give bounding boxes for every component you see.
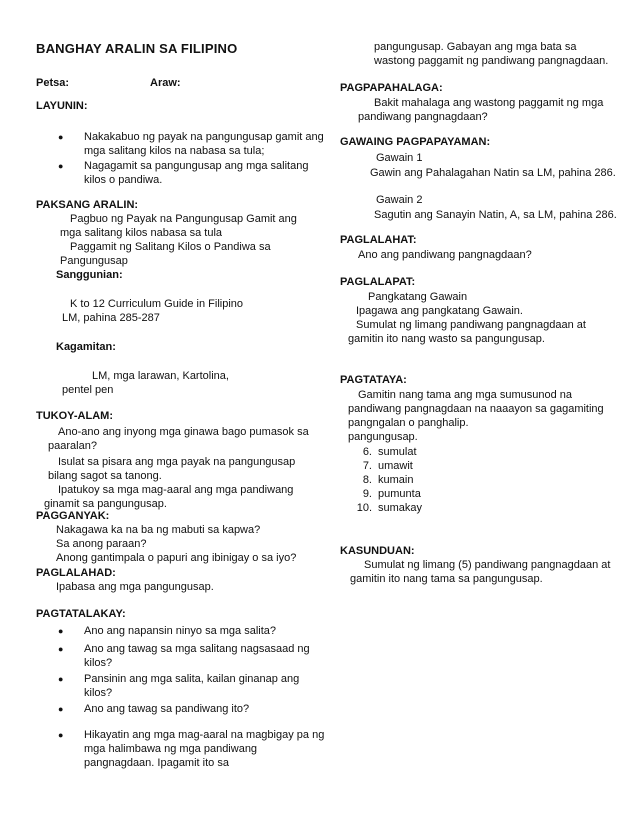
- layunin-item: mga salitang kilos na nabasa sa tula;: [84, 145, 265, 157]
- pagpapahalaga-text: pandiwang pangnagdaan?: [358, 111, 488, 123]
- item-number: 9.: [362, 488, 372, 500]
- kasunduan-text: gamitin ito nang tama sa pangungusap.: [350, 573, 543, 585]
- item-word: umawit: [378, 460, 413, 472]
- bullet-icon: ●: [58, 704, 64, 714]
- gawaing-pagpapayaman-heading: GAWAING PAGPAPAYAMAN:: [340, 136, 491, 148]
- talakay-item: kilos?: [84, 687, 113, 699]
- bullet-icon: ●: [58, 161, 64, 171]
- kasunduan-heading: KASUNDUAN:: [340, 545, 415, 557]
- item-word: sumulat: [378, 446, 417, 458]
- pagpapahalaga-heading: PAGPAPAHALAGA:: [340, 82, 443, 94]
- paglalapat-text: Ipagawa ang pangkatang Gawain.: [356, 305, 523, 317]
- continued-text: wastong paggamit ng pandiwang pangnagdaan.: [374, 55, 609, 67]
- gawain-text: Gawin ang Pahalagahan Natin sa LM, pahina 286.: [370, 167, 616, 179]
- paksang-text: Paggamit ng Salitang Kilos o Pandiwa sa: [70, 241, 271, 253]
- bullet-icon: ●: [58, 730, 64, 740]
- document-title: BANGHAY ARALIN SA FILIPINO: [36, 41, 238, 56]
- paglalapat-text: Sumulat ng limang pandiwang pangnagdaan at: [356, 319, 586, 331]
- tukoy-text: Ano-ano ang inyong mga ginawa bago pumasok sa: [58, 426, 309, 438]
- item-word: kumain: [378, 474, 414, 486]
- talakay-item: kilos?: [84, 657, 113, 669]
- tukoy-text: bilang sagot sa tanong.: [48, 470, 162, 482]
- talakay-item: Ano ang napansin ninyo sa mga salita?: [84, 625, 277, 637]
- sanggunian-text: LM, pahina 285-287: [62, 312, 160, 324]
- talakay-item: Hikayatin ang mga mag-aaral na magbigay pa ng: [84, 729, 325, 741]
- item-number: 10.: [356, 502, 372, 514]
- paglalapat-text: gamitin ito nang wasto sa pangungusap.: [348, 333, 545, 345]
- paglalapat-heading: PAGLALAPAT:: [340, 276, 416, 288]
- pagtataya-text: pandiwang pangnagdaan na naaayon sa gagamiting: [348, 403, 604, 415]
- pagtataya-text: Gamitin nang tama ang mga sumusunod na: [358, 389, 573, 401]
- item-number: 7.: [362, 460, 372, 472]
- sanggunian-heading: Sanggunian:: [56, 269, 123, 281]
- pagpapahalaga-text: Bakit mahalaga ang wastong paggamit ng mga: [374, 97, 604, 109]
- pagtatalakay-heading: PAGTATALAKAY:: [36, 608, 126, 620]
- tukoy-text: paaralan?: [48, 440, 97, 452]
- bullet-icon: ●: [58, 626, 64, 636]
- gawain-label: Gawain 2: [376, 194, 423, 206]
- pagganyak-text: Nakagawa ka na ba ng mabuti sa kapwa?: [56, 524, 261, 536]
- item-number: 8.: [362, 474, 372, 486]
- paglalahad-text: Ipabasa ang mga pangungusap.: [56, 581, 214, 593]
- tukoy-alam-heading: TUKOY-ALAM:: [36, 410, 113, 422]
- paksang-text: Pangungusap: [60, 255, 128, 267]
- layunin-item: kilos o pandiwa.: [84, 174, 163, 186]
- paglalahat-text: Ano ang pandiwang pangnagdaan?: [358, 249, 532, 261]
- petsa-label: Petsa:: [36, 77, 70, 89]
- paglalahat-heading: PAGLALAHAT:: [340, 234, 417, 246]
- bullet-icon: ●: [58, 644, 64, 654]
- paglalapat-text: Pangkatang Gawain: [368, 291, 468, 303]
- tukoy-text: Isulat sa pisara ang mga payak na pangungusap: [58, 456, 296, 468]
- kagamitan-heading: Kagamitan:: [56, 341, 116, 353]
- paksang-text: mga salitang kilos nabasa sa tula: [60, 227, 223, 239]
- pagtataya-text: pangungusap.: [348, 431, 418, 443]
- gawain-label: Gawain 1: [376, 152, 423, 164]
- layunin-item: Nagagamit sa pangungusap ang mga salitang: [84, 160, 309, 172]
- talakay-item: mga halimbawa ng mga pandiwang: [84, 743, 258, 755]
- sanggunian-text: K to 12 Curriculum Guide in Filipino: [70, 298, 244, 310]
- tukoy-text: ginamit sa pangungusap.: [44, 498, 167, 510]
- araw-label: Araw:: [150, 77, 181, 89]
- paksang-text: Pagbuo ng Payak na Pangungusap Gamit ang: [70, 213, 297, 225]
- kasunduan-text: Sumulat ng limang (5) pandiwang pangnagdaan at: [364, 559, 611, 571]
- bullet-icon: ●: [58, 674, 64, 684]
- item-word: pumunta: [378, 488, 421, 500]
- continued-text: pangungusap. Gabayan ang mga bata sa: [374, 41, 577, 53]
- pagganyak-text: Anong gantimpala o papuri ang ibinigay o sa iyo?: [56, 552, 297, 564]
- tukoy-text: Ipatukoy sa mga mag-aaral ang mga pandiwang: [58, 484, 294, 496]
- pagganyak-text: Sa anong paraan?: [56, 538, 147, 550]
- pagtataya-text: pangngalan o panghalip.: [348, 417, 469, 429]
- paksang-aralin-heading: PAKSANG ARALIN:: [36, 199, 139, 211]
- talakay-item: Pansinin ang mga salita, kailan ginanap ang: [84, 673, 300, 685]
- bullet-icon: ●: [58, 132, 64, 142]
- pagganyak-heading: PAGGANYAK:: [36, 510, 110, 522]
- gawain-text: Sagutin ang Sanayin Natin, A, sa LM, pahina 286.: [374, 209, 617, 221]
- item-word: sumakay: [378, 502, 423, 514]
- layunin-item: Nakakabuo ng payak na pangungusap gamit ang: [84, 131, 324, 143]
- layunin-heading: LAYUNIN:: [36, 100, 88, 112]
- kagamitan-text: pentel pen: [62, 384, 114, 396]
- talakay-item: pangnagdaan. Ipagamit ito sa: [84, 757, 229, 769]
- talakay-item: Ano ang tawag sa mga salitang nagsasaad ng: [84, 643, 310, 655]
- paglalahad-heading: PAGLALAHAD:: [36, 567, 116, 579]
- item-number: 6.: [362, 446, 372, 458]
- talakay-item: Ano ang tawag sa pandiwang ito?: [84, 703, 250, 715]
- kagamitan-text: LM, mga larawan, Kartolina,: [92, 370, 229, 382]
- pagtataya-heading: PAGTATAYA:: [340, 374, 407, 386]
